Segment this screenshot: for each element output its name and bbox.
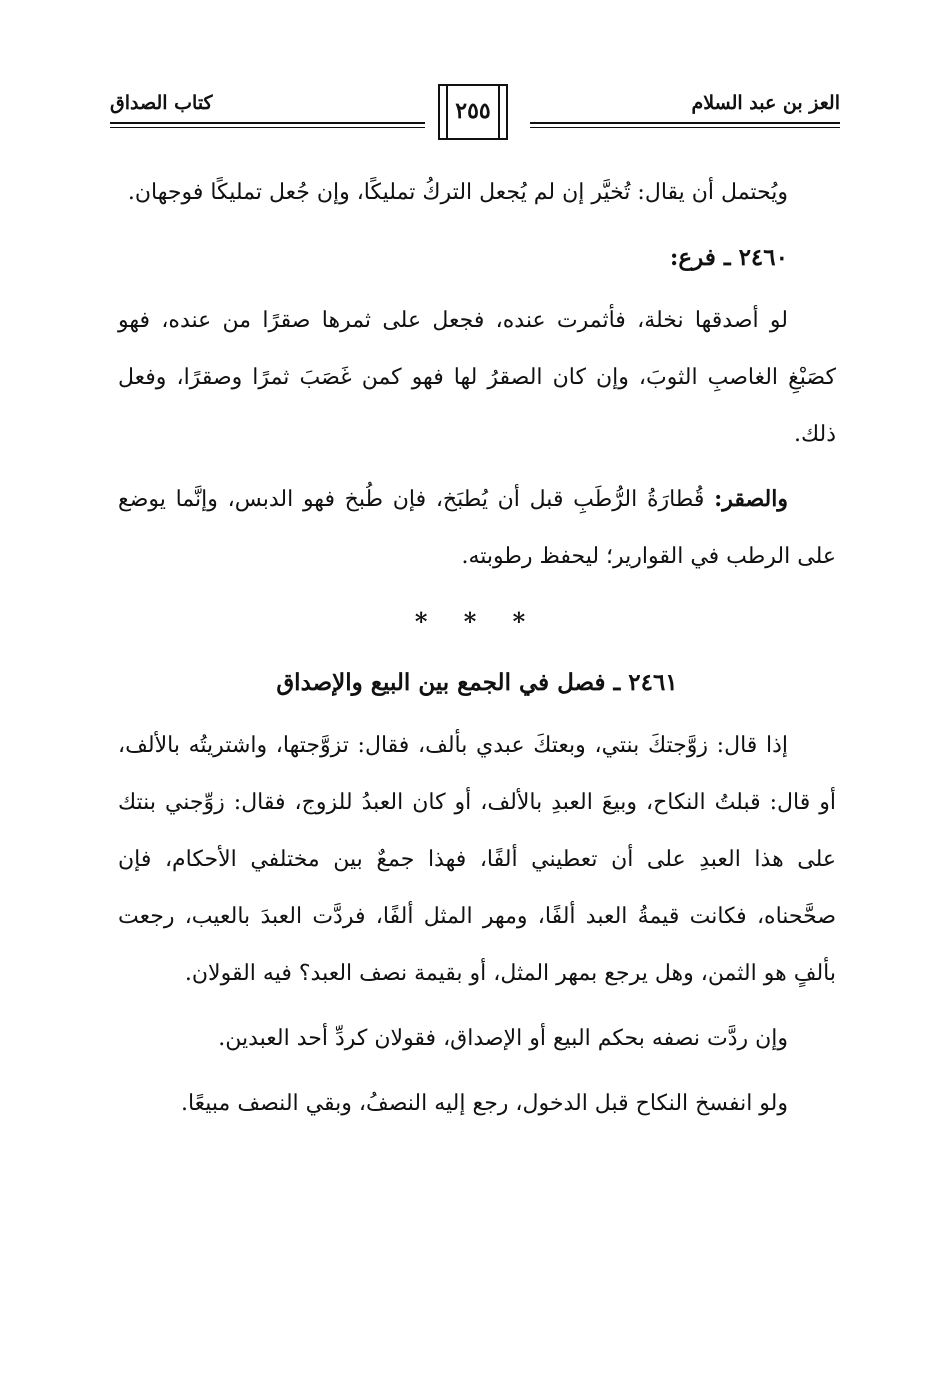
paragraph-definition	[118, 471, 836, 585]
definition-text: قُطارَةُ الرُّطَبِ قبل أن يُطبَخ، فإن طُبخ فهو الدبس، وإنَّما يوضع على الرطب في القوارير؛ ليحفظ رطوبته.	[118, 487, 836, 569]
page-body	[118, 164, 836, 1140]
defined-term: والصقر:	[714, 486, 788, 512]
paragraph: لو أصدقها نخلة، فأثمرت عنده، فجعل على ثمرها صقرًا من عنده، فهو كصَبْغِ الغاصبِ الثوبَ، وإن كان الصقرُ لها فهو كمن غَصَبَ ثمرًا وصقرًا، وفعل ذلك.	[118, 308, 836, 447]
header-rule-left	[110, 122, 425, 128]
running-section-title: كتاب الصداق	[110, 92, 213, 114]
page-number: ٢٥٥	[455, 98, 491, 124]
paragraph: ولو انفسخ النكاح قبل الدخول، رجع إليه النصفُ، وبقي النصف مبيعًا.	[180, 1091, 788, 1116]
section-heading-branch: ٢٤٦٠ ـ فرع:	[669, 244, 788, 271]
header-rule-right	[530, 122, 840, 128]
page-number-box	[438, 84, 508, 140]
chapter-heading: ٢٤٦١ ـ فصل في الجمع بين البيع والإصداق	[276, 669, 678, 696]
section-separator: * * *	[414, 607, 540, 636]
running-author: العز بن عبد السلام	[691, 92, 840, 114]
paragraph: ويُحتمل أن يقال: تُخيَّر إن لم يُجعل التركُ تمليكًا، وإن جُعل تمليكًا فوجهان.	[127, 180, 788, 205]
paragraph: وإن ردَّت نصفه بحكم البيع أو الإصداق، فقولان كردِّ أحد العبدين.	[218, 1026, 788, 1051]
paragraph: إذا قال: زوَّجتكَ بنتي، وبعتكَ عبدي بألف، فقال: تزوَّجتها، واشتريتُه بالألف، أو قال: قبلتُ النكاح، وبيعَ العبدِ بالألف، أو كان العبدُ للزوج، فقال: زوِّجني بنتك على هذا العبدِ على أن تعطيني ألفًا، فهذا جمعٌ بين مختلفي الأحكام، فإن صحَّحناه، فكانت قيمةُ العبد ألفًا، ومهر المثل ألفًا، فردَّت العبدَ بالعيب، رجعت بألفٍ هو الثمن، وهل يرجع بمهر المثل، أو بقيمة نصف العبد؟ فيه القولان.	[118, 733, 836, 986]
running-header	[110, 82, 840, 152]
